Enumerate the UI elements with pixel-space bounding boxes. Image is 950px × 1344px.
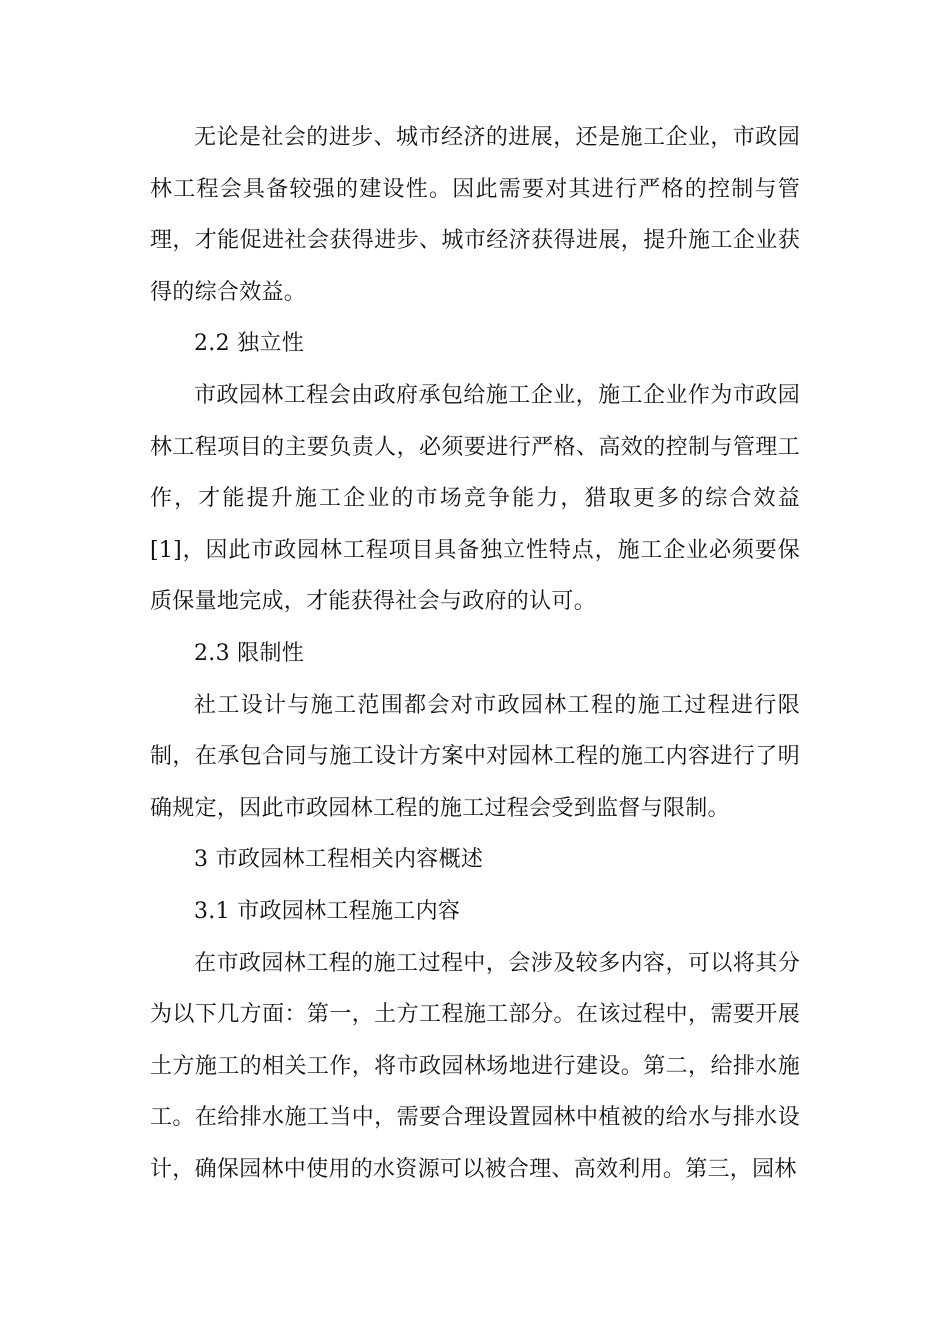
- paragraph-restriction: 社工设计与施工范围都会对市政园林工程的施工过程进行限制，在承包合同与施工设计方案中对园林工程的施工内容进行了明确规定，因此市政园林工程的施工过程会受到监督与限制。: [150, 692, 800, 821]
- paragraph-construction-content: 在市政园林工程的施工过程中，会涉及较多内容，可以将其分为以下几方面：第一，土方工程施工部分。在该过程中，需要开展土方施工的相关工作，将市政园林场地进行建设。第二，给排水施工。在给排水施工当中，需要合理设置园林中植被的给水与排水设计，确保园林中使用的水资源可以被合理、高效利用。第三，园林: [150, 950, 800, 1182]
- section-heading-2-3-restriction: 2.3 限制性: [194, 640, 305, 666]
- document-page: [150, 112, 800, 1195]
- section-heading-3-overview: 3 市政园林工程相关内容概述: [194, 847, 484, 873]
- paragraph-construction-significance: 无论是社会的进步、城市经济的进展，还是施工企业，市政园林工程会具备较强的建设性。因此需要对其进行严格的控制与管理，才能促进社会获得进步、城市经济获得进展，提升施工企业获得的综合效益。: [150, 125, 800, 305]
- paragraph-independence: 市政园林工程会由政府承包给施工企业，施工企业作为市政园林工程项目的主要负责人，必须要进行严格、高效的控制与管理工作，才能提升施工企业的市场竞争能力，猎取更多的综合效益[1]，因此市政园林工程项目具备独立性特点，施工企业必须要保质保量地完成，才能获得社会与政府的认可。: [150, 382, 800, 615]
- section-heading-3-1-construction-content: 3.1 市政园林工程施工内容: [194, 898, 461, 924]
- section-heading-2-2-independence: 2.2 独立性: [194, 331, 305, 357]
